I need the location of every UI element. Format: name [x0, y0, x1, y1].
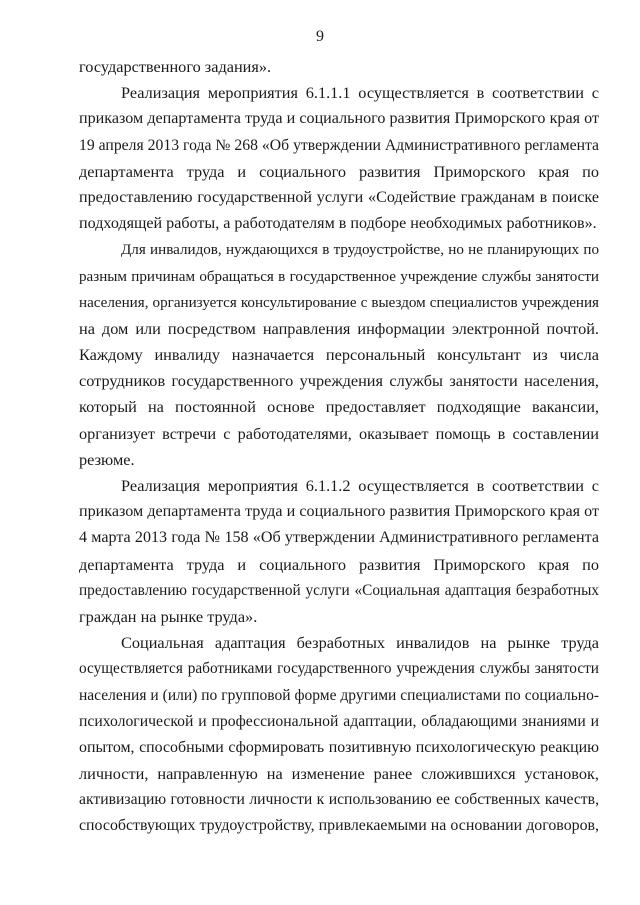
text-line: населения и (или) по групповой форме другими специалистами по социально- [79, 686, 599, 704]
text-line: Социальная адаптация безработных инвалидов на рынке труда [121, 633, 599, 653]
text-line: который на постоянной основе предоставляет подходящие вакансии, [79, 397, 599, 417]
text-line: государственного задания». [79, 57, 272, 76]
text-line: граждан на рынке труда». [79, 606, 258, 626]
text-line: департамента труда и социального развития Приморского края по [79, 554, 599, 574]
text-line: психологической и профессиональной адаптации, обладающими знаниями и [79, 712, 599, 730]
body-text [79, 54, 599, 840]
text-line: приказом департамента труда и социального развития Приморского края от [79, 110, 599, 128]
text-line: Для инвалидов, нуждающихся в трудоустройстве, но не планирующих по [121, 242, 599, 259]
text-line: 19 апреля 2013 года № 268 «Об утверждении Административного регламента [79, 136, 599, 154]
text-line: Реализация мероприятия 6.1.1.2 осуществляется в соответствии с [121, 476, 599, 495]
text-line: осуществляется работниками государственного учреждения службы занятости [79, 660, 599, 678]
text-line: 4 марта 2013 года № 158 «Об утверждении Административного регламента [79, 529, 599, 547]
text-line: департамента труда и социального развития Приморского края по [79, 161, 599, 181]
text-line: резюме. [79, 449, 135, 469]
text-line: активизацию готовности личности к использованию ее собственных качеств, [79, 791, 599, 809]
text-line: опытом, способными сформировать позитивную психологическую реакцию [79, 738, 599, 756]
text-line: Каждому инвалиду назначается персональный консультант из числа [79, 345, 599, 365]
text-line: на дом или посредством направления информации электронной почтой. [79, 318, 599, 338]
text-line: Реализация мероприятия 6.1.1.1 осуществляется в соответствии с [121, 83, 599, 103]
text-line: подходящей работы, а работодателям в подборе необходимых работников». [79, 215, 597, 233]
text-line: приказом департамента труда и социального развития Приморского края от [79, 503, 599, 521]
page-number: 9 [316, 28, 324, 45]
text-line: сотрудников государственного учреждения службы занятости населения, [79, 371, 599, 391]
text-line: личности, направленную на изменение ранее сложившихся установок, [79, 764, 599, 784]
text-line: организует встречи с работодателями, оказывает помощь в составлении [79, 423, 599, 443]
text-line: населения, организуется консультирование с выездом специалистов учреждения [79, 294, 599, 311]
text-line: предоставлению государственной услуги «Содействие гражданам в поиске [79, 188, 599, 206]
text-line: разным причинам обращаться в государственное учреждение службы занятости [79, 268, 599, 285]
text-line: предоставлению государственной услуги «Социальная адаптация безработных [79, 581, 599, 599]
text-line: способствующих трудоустройству, привлекаемыми на основании договоров, [79, 817, 599, 835]
